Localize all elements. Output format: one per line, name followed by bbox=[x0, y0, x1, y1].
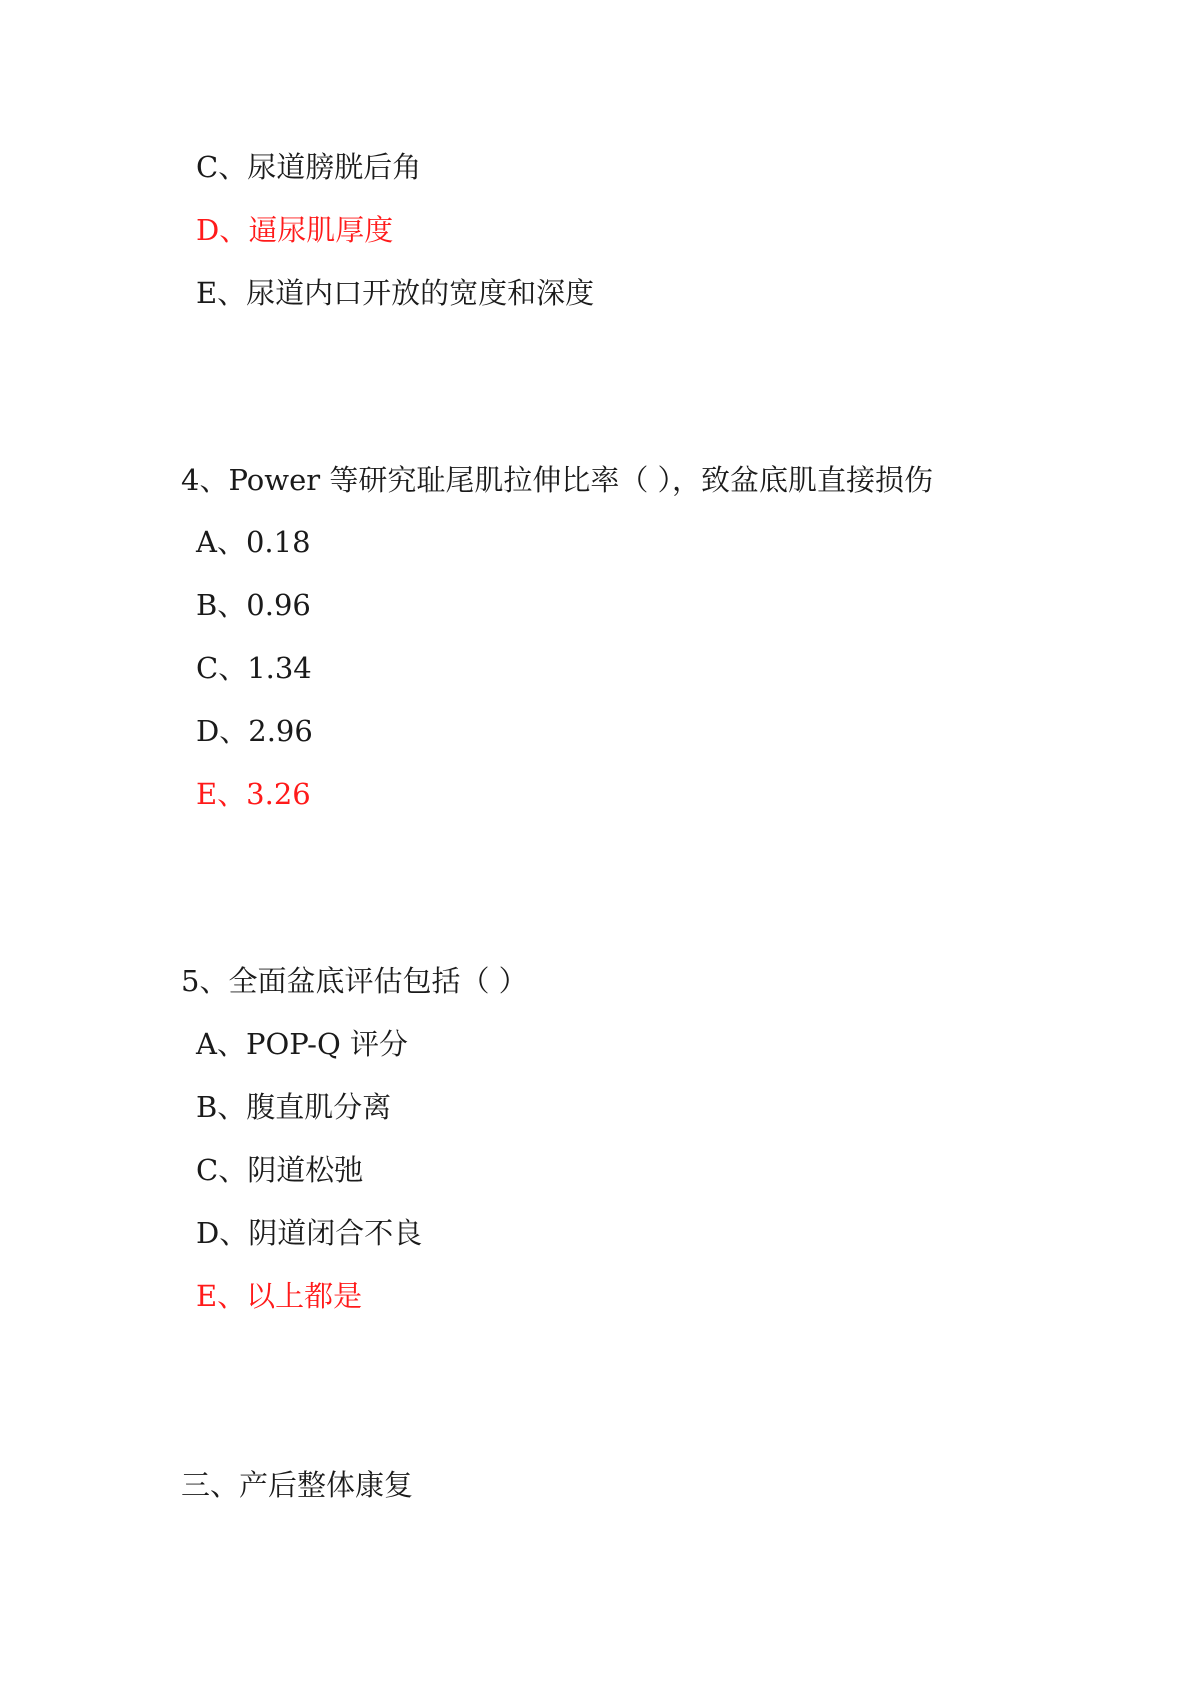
q5-option-b: B、腹直肌分离 bbox=[196, 1090, 392, 1124]
q4-option-c: C、1.34 bbox=[196, 651, 312, 685]
q4-option-a: A、0.18 bbox=[196, 525, 311, 559]
option-e: E、尿道内口开放的宽度和深度 bbox=[196, 276, 595, 310]
q5-option-d: D、阴道闭合不良 bbox=[196, 1216, 423, 1250]
option-d-correct: D、逼尿肌厚度 bbox=[196, 213, 394, 247]
question-4-stem: 4、Power 等研究耻尾肌拉伸比率（ ），致盆底肌直接损伤 bbox=[181, 463, 934, 497]
q4-option-d: D、2.96 bbox=[196, 714, 313, 748]
section-heading: 三、产后整体康复 bbox=[181, 1468, 414, 1502]
q5-option-a: A、POP-Q 评分 bbox=[196, 1027, 408, 1061]
q4-option-e-correct: E、3.26 bbox=[196, 777, 311, 811]
q5-option-e-correct: E、以上都是 bbox=[196, 1279, 363, 1313]
option-c: C、尿道膀胱后角 bbox=[196, 150, 422, 184]
question-5-stem: 5、全面盆底评估包括（ ） bbox=[181, 964, 528, 998]
q5-option-c: C、阴道松弛 bbox=[196, 1153, 364, 1187]
q4-option-b: B、0.96 bbox=[196, 588, 311, 622]
